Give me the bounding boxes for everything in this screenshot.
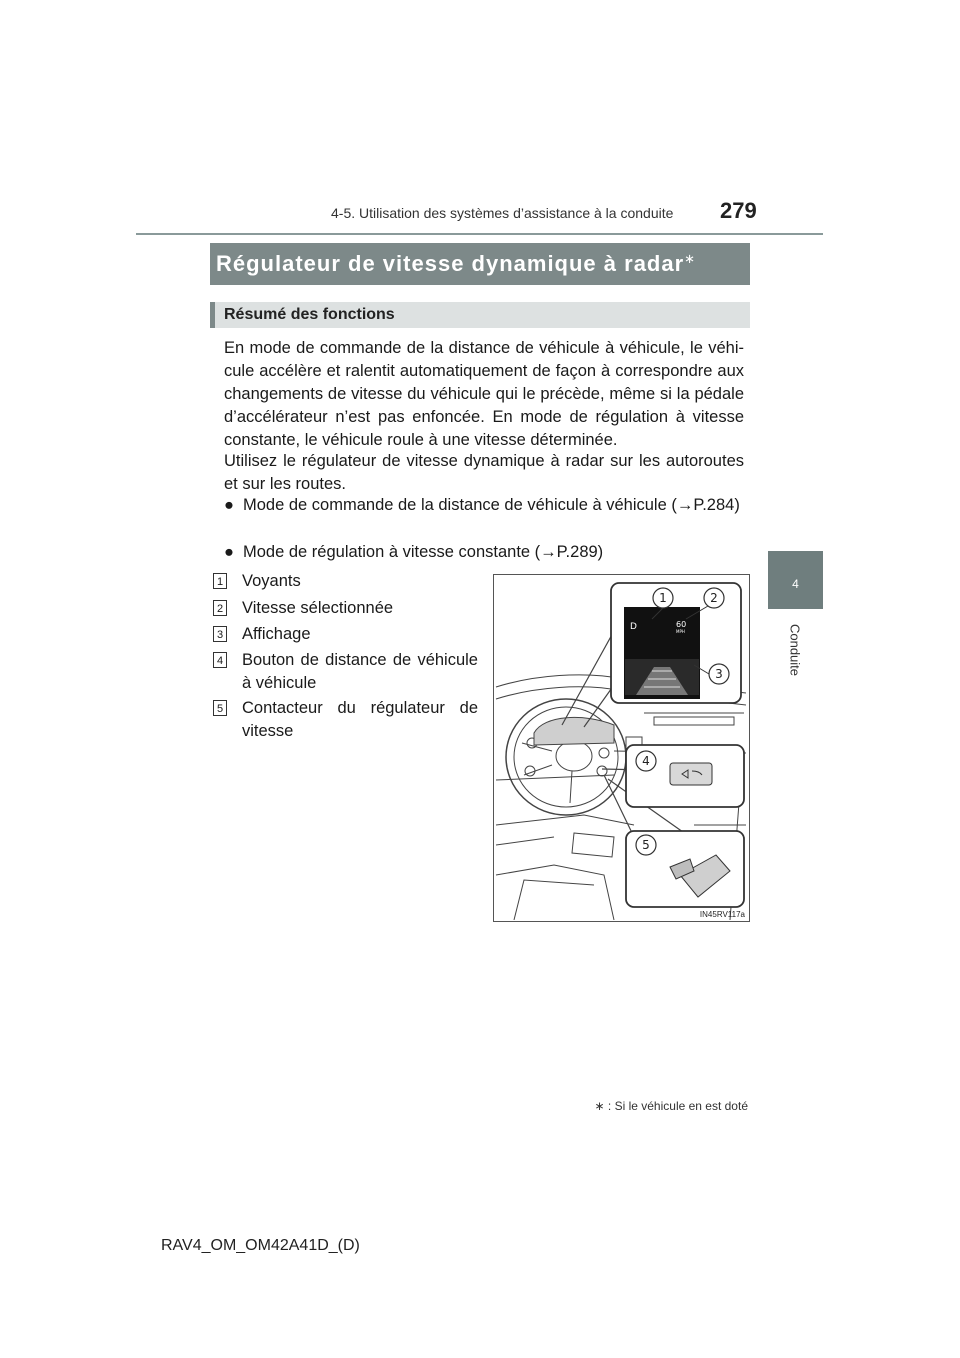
bullet-symbol: ●: [224, 543, 234, 561]
footnote: ∗ : Si le véhicule en est doté: [594, 1099, 748, 1113]
bullet-text: Mode de régulation à vitesse constante (→P.289): [243, 543, 604, 561]
dashboard-illustration: [493, 574, 750, 922]
subsection-accent: [210, 302, 215, 328]
header-divider: [136, 233, 823, 235]
callout-label: 2: [710, 591, 718, 605]
callout-label: 4: [642, 754, 650, 768]
legend-number: 1: [213, 573, 227, 589]
legend-text: Affichage: [242, 625, 311, 643]
dashboard-drawing: [494, 575, 748, 920]
bullet-text: Mode de commande de la distance de véhicule à véhicule (→P.284): [243, 496, 740, 514]
paragraph-usage: Utilisez le régulateur de vitesse dynamique à radar sur les autoroutes et sur les routes.: [224, 452, 744, 493]
display-unit: MPH: [676, 629, 685, 634]
section-title-text: Régulateur de vitesse dynamique à radar: [216, 251, 685, 276]
bullet-symbol: ●: [224, 496, 234, 514]
section-title: [216, 251, 696, 277]
legend-number: 4: [213, 652, 227, 668]
subsection-title: Résumé des fonctions: [224, 306, 395, 323]
chapter-label: Conduite: [787, 623, 803, 677]
legend-number: 2: [213, 600, 227, 616]
footer-model-code: RAV4_OM_OM42A41D_(D): [161, 1237, 360, 1254]
title-asterisk: ∗: [684, 251, 697, 266]
section-title-bar: [210, 243, 750, 285]
chapter-label-container: [770, 612, 820, 692]
callout-label: 5: [642, 838, 650, 852]
header-section-title: 4-5. Utilisation des systèmes d’assistance à la conduite: [331, 205, 674, 221]
figure-code: IN45RV117a: [699, 910, 745, 919]
callout-label: 1: [659, 591, 667, 605]
legend-text: Vitesse sélectionnée: [242, 599, 394, 617]
callout-label: 3: [715, 667, 723, 681]
legend-number: 5: [213, 700, 227, 716]
chapter-tab: [768, 551, 823, 609]
legend-text: Contacteur du régulateur de vitesse: [242, 699, 478, 740]
legend-text: Voyants: [242, 572, 301, 590]
chapter-number: 4: [792, 577, 799, 591]
display-speed: 60: [676, 620, 687, 629]
legend-text: Bouton de distance de véhicule à véhicule: [242, 651, 478, 692]
display-gear: D: [630, 622, 637, 632]
paragraph-intro: En mode de commande de la distance de véhicule à véhicule, le véhi-cule accélère et ralentit automatiquement de façon à correspondre aux changements de vitesse du véhicule qui le précède, même si la pédale d’accélérateur n’est pas enfoncée. En mode de régulation à vitesse constante, le véhicule roule à une vitesse déterminée.: [224, 339, 744, 449]
subsection-bar: [210, 302, 750, 328]
page-number: 279: [720, 198, 757, 223]
legend-number: 3: [213, 626, 227, 642]
